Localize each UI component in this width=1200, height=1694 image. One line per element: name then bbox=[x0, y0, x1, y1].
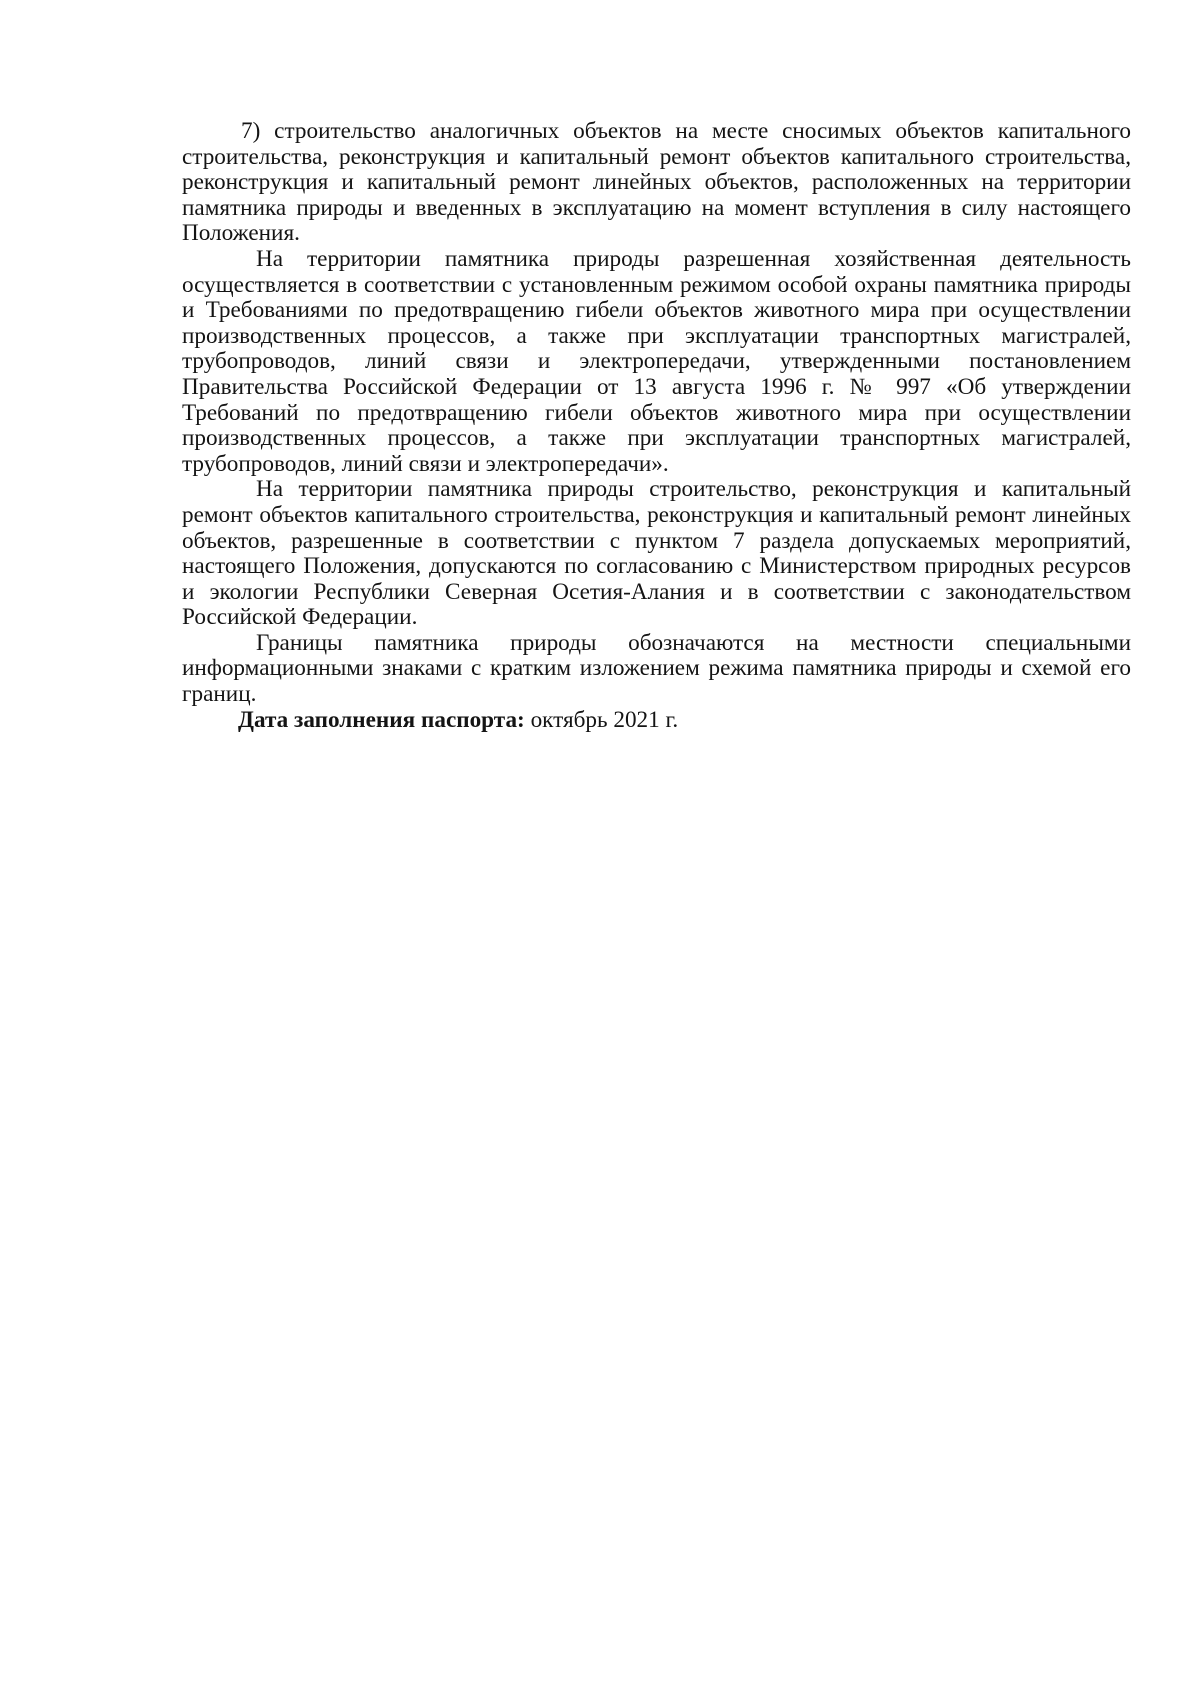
paragraph-item-7: 7) строительство аналогичных объектов на месте сносимых объектов капитального строительства, реконструкция и капитальный ремонт объектов капитального строительства, реконструкция и капитальный ремонт линейных объектов, расположенных на территории памятника природы и введенных в эксплуатацию на момент вступления в силу настоящего Положения. bbox=[182, 118, 1131, 247]
fill-date-value: октябрь 2021 г. bbox=[524, 706, 679, 733]
fill-date-label: Дата заполнения паспорта: bbox=[238, 706, 525, 733]
document-body bbox=[182, 119, 1131, 733]
paragraph-construction-approval: На территории памятника природы строительство, реконструкция и капитальный ремонт объектов капитального строительства, реконструкция и капитальный ремонт линейных объектов, разрешенные в соответствии с пунктом 7 раздела допускаемых мероприятий, настоящего Положения, допускаются по согласованию с Министерством природных ресурсов и экологии Республики Северная Осетия-Алания и в соответствии с законодательством Российской Федерации. bbox=[182, 476, 1131, 631]
paragraph-boundaries: Границы памятника природы обозначаются на местности специальными информационными знаками с кратким изложением режима памятника природы и схемой его границ. bbox=[182, 629, 1131, 708]
fill-date-line bbox=[182, 708, 1131, 734]
paragraph-permitted-activity: На территории памятника природы разрешенная хозяйственная деятельность осуществляется в соответствии с установленным режимом особой охраны памятника природы и Требованиями по предотвращению гибели объектов животного мира при осуществлении производственных процессов, а также при эксплуатации транспортных магистралей, трубопроводов, линий связи и электропередачи, утвержденными постановлением Правительства Российской Федерации от 13 августа 1996 г. № 997 «Об утверждении Требований по предотвращению гибели объектов животного мира при осуществлении производственных процессов, а также при эксплуатации транспортных магистралей, трубопроводов, линий связи и электропередачи». bbox=[182, 245, 1131, 477]
